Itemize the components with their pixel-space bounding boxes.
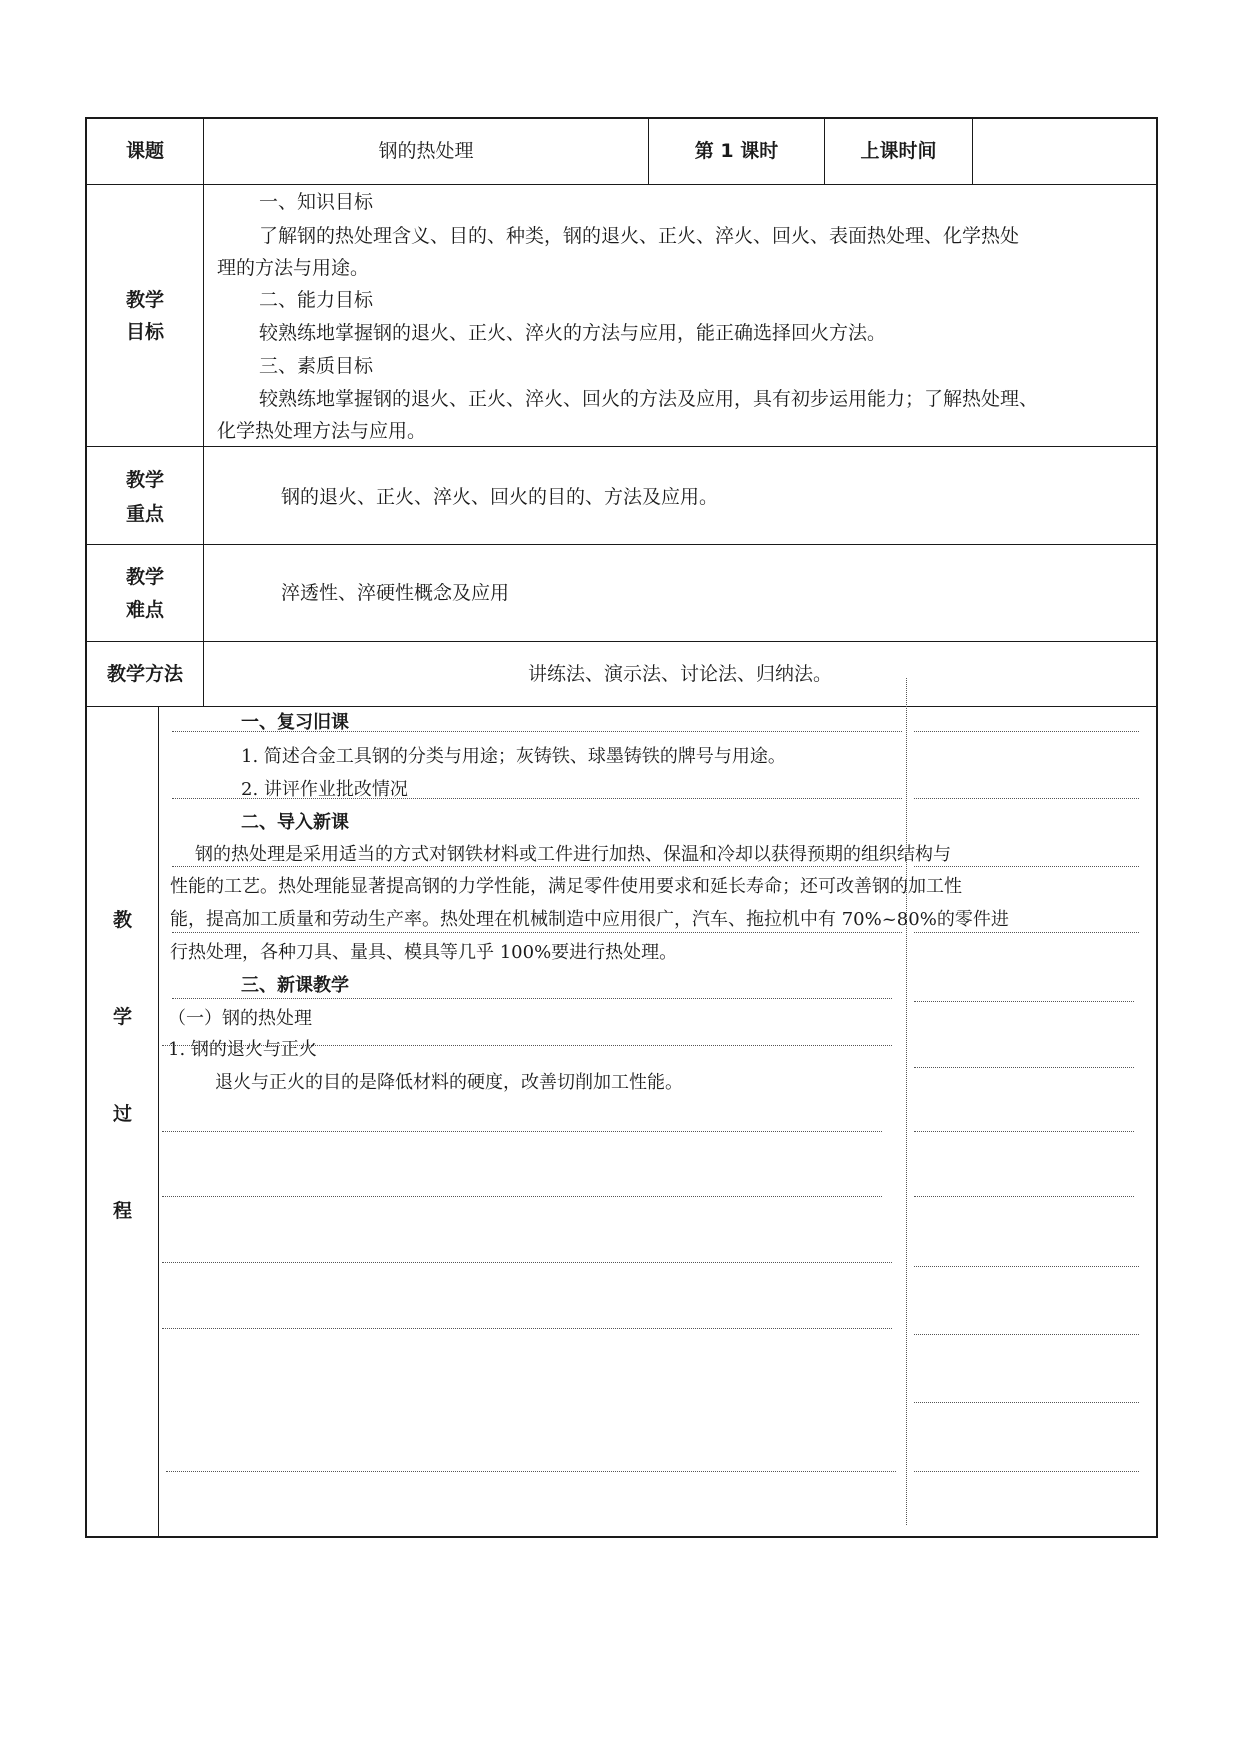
intro-line-3: 能，提高加工质量和劳动生产率。热处理在机械制造中应用很广，汽车、拖拉机中有 70%~80%的零件进 [170,909,1009,930]
col-divider [972,117,973,185]
class-time-label: 上课时间 [860,140,937,162]
difficulties-label-line1: 教学 [125,566,164,588]
dotted-line [914,1266,1139,1267]
row-divider [85,641,1158,642]
key-points-text: 钢的退火、正火、淬火、回火的目的、方法及应用。 [281,486,719,508]
quality-heading: 三、素质目标 [259,355,374,377]
dotted-line [914,1334,1139,1335]
dotted-line [914,1067,1134,1068]
table-border-top [85,117,1158,119]
process-label-char: 过 [112,1103,132,1125]
difficulties-text: 淬透性、淬硬性概念及应用 [281,582,510,604]
intro-line-1: 钢的热处理是采用适当的方式对钢铁材料或工件进行加热、保温和冷却以获得预期的组织结构与 [195,844,951,865]
intro-line-2: 性能的工艺。热处理能显著提高钢的力学性能，满足零件使用要求和延长寿命；还可改善钢的加工性 [170,876,962,897]
review-heading: 一、复习旧课 [241,712,349,733]
col-divider [158,706,159,1538]
ability-heading: 二、能力目标 [259,289,374,311]
dotted-divider [906,678,907,1525]
key-points-label-line1: 教学 [125,469,164,491]
col-divider [203,117,204,707]
knowledge-text-line1: 了解钢的热处理含义、目的、种类，钢的退火、正火、淬火、回火、表面热处理、化学热处 [259,225,1020,247]
new-lesson-heading: 三、新课教学 [241,975,349,996]
process-label-char: 程 [112,1200,132,1222]
topic-value: 钢的热处理 [378,140,474,162]
lesson-number: 第 1 课时 [694,140,779,162]
row-divider [85,184,1158,185]
review-item-2: 2. 讲评作业批改情况 [241,779,408,800]
process-label-char: 教 [112,909,132,931]
intro-line-4: 行热处理，各种刀具、量具、模具等几乎 100%要进行热处理。 [170,942,678,963]
difficulties-label-line2: 难点 [125,599,164,621]
dotted-line [162,1328,892,1329]
key-points-label-line2: 重点 [125,503,164,525]
subsection-text: 退火与正火的目的是降低材料的硬度，改善切削加工性能。 [215,1072,683,1093]
quality-text-line2: 化学热处理方法与应用。 [217,420,427,442]
dotted-line [914,1196,1134,1197]
dotted-line [162,1196,882,1197]
dotted-line [914,731,1139,732]
quality-text-line1: 较熟练地掌握钢的退火、正火、淬火、回火的方法及应用，具有初步运用能力；了解热处理、 [259,388,1039,410]
dotted-line [914,1402,1139,1403]
methods-label: 教学方法 [106,663,183,685]
knowledge-heading: 一、知识目标 [259,191,374,213]
section-heading: （一）钢的热处理 [168,1008,312,1029]
review-item-1: 1. 简述合金工具钢的分类与用途；灰铸铁、球墨铸铁的牌号与用途。 [241,746,786,767]
knowledge-text-line2: 理的方法与用途。 [217,257,370,279]
row-divider [85,544,1158,545]
dotted-line [914,798,1139,799]
subsection-heading: 1. 钢的退火与正火 [168,1039,317,1060]
objectives-label-line2: 目标 [125,321,164,343]
dotted-line [162,1262,892,1263]
intro-heading: 二、导入新课 [241,812,349,833]
dotted-line [166,1471,896,1472]
objectives-label-line1: 教学 [125,289,164,311]
topic-label: 课题 [125,140,164,162]
table-border-bottom [85,1536,1158,1538]
dotted-line [914,1131,1134,1132]
dotted-line [914,1471,1139,1472]
process-label-char: 学 [112,1006,132,1028]
table-border-right [1156,117,1158,1538]
dotted-line [914,1001,1134,1002]
dotted-line [162,1131,882,1132]
ability-text: 较熟练地掌握钢的退火、正火、淬火的方法与应用，能正确选择回火方法。 [259,322,887,344]
methods-text: 讲练法、演示法、讨论法、归纳法。 [527,663,832,685]
